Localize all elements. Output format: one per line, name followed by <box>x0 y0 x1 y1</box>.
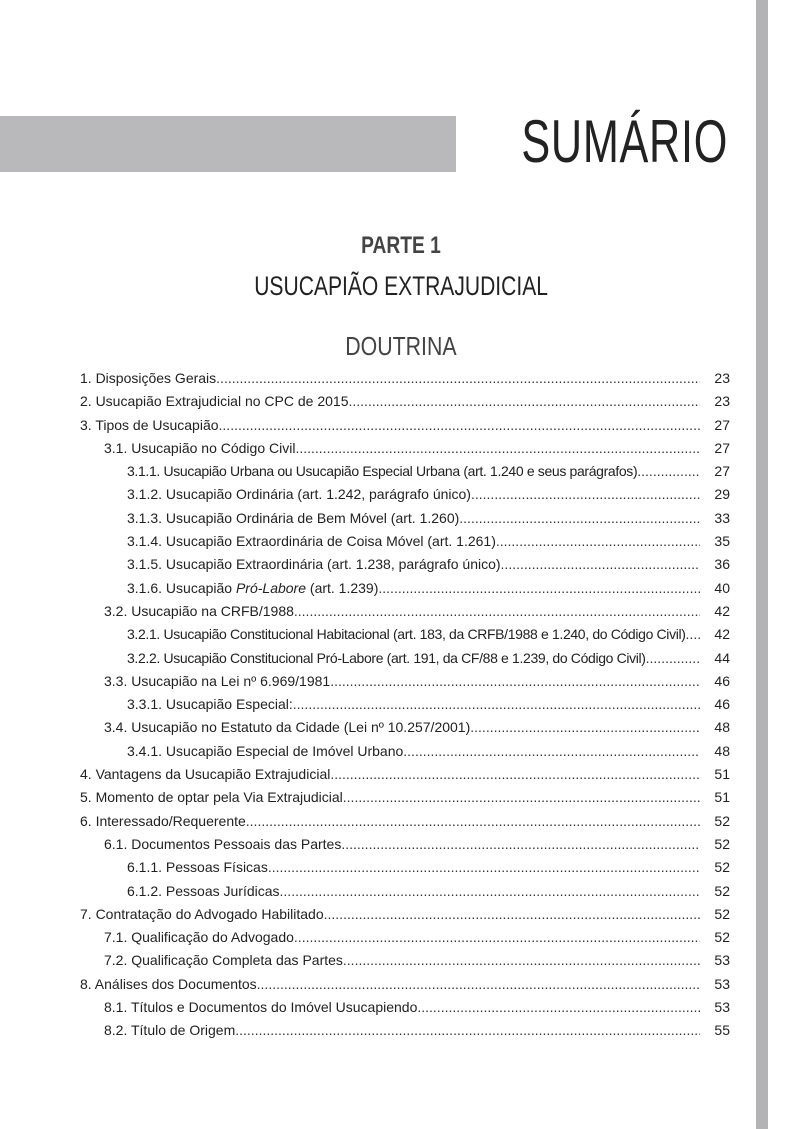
toc-entry[interactable] <box>80 857 730 880</box>
toc-entry-page: 42 <box>714 602 730 619</box>
toc-entry-page: 52 <box>714 882 730 899</box>
toc-entry-label: 3.1.5. Usucapião Extraordinária (art. 1.238, parágrafo único) <box>127 556 501 573</box>
dot-leader <box>330 764 700 784</box>
toc-entry[interactable] <box>80 601 730 624</box>
toc-entry-page: 52 <box>714 929 730 946</box>
toc-entry-label: 3.1.4. Usucapião Extraordinária de Coisa Móvel (art. 1.261) <box>127 533 496 550</box>
toc-entry[interactable] <box>80 578 730 601</box>
toc-entry[interactable] <box>80 671 730 694</box>
dot-leader <box>330 671 700 691</box>
toc-entry[interactable] <box>80 927 730 950</box>
toc-entry-label: 8.1. Títulos e Documentos do Imóvel Usucapiendo <box>104 999 418 1016</box>
dot-leader <box>378 578 700 598</box>
toc-entry-label: 3.4.1. Usucapião Especial de Imóvel Urbano <box>127 742 404 759</box>
dot-leader <box>686 624 700 644</box>
toc-entry-label: 2. Usucapião Extrajudicial no CPC de 2015 <box>80 393 349 410</box>
toc-entry[interactable] <box>80 950 730 973</box>
toc-entry-label: 3.1.2. Usucapião Ordinária (art. 1.242, parágrafo único) <box>127 486 471 503</box>
dot-leader <box>235 1020 700 1040</box>
dot-leader <box>637 461 700 481</box>
toc-entry[interactable] <box>80 531 730 554</box>
dot-leader <box>470 717 700 737</box>
toc-entry-page: 48 <box>714 719 730 736</box>
dot-leader <box>280 881 700 901</box>
toc-entry-label: 5. Momento de optar pela Via Extrajudicial <box>80 789 343 806</box>
dot-leader <box>343 950 700 970</box>
toc-entry-page: 33 <box>714 509 730 526</box>
toc-entry-page: 40 <box>714 579 730 596</box>
dot-leader <box>343 787 700 807</box>
toc-entry-page: 52 <box>714 905 730 922</box>
toc-entry[interactable] <box>80 438 730 461</box>
table-of-contents <box>80 368 730 1044</box>
dot-leader <box>646 648 700 668</box>
toc-entry-label: 3.1.3. Usucapião Ordinária de Bem Móvel (art. 1.260) <box>127 509 460 526</box>
toc-entry-page: 27 <box>714 416 730 433</box>
dot-leader <box>293 694 700 714</box>
dot-leader <box>349 391 701 411</box>
toc-entry[interactable] <box>80 1020 730 1043</box>
dot-leader <box>216 368 700 388</box>
toc-entry[interactable] <box>80 974 730 997</box>
part-label: PARTE 1 <box>361 232 441 259</box>
toc-entry-page: 42 <box>714 626 730 643</box>
toc-entry[interactable] <box>80 694 730 717</box>
dot-leader <box>268 857 700 877</box>
toc-entry[interactable] <box>80 881 730 904</box>
dot-leader <box>417 997 700 1017</box>
toc-entry-page: 53 <box>714 975 730 992</box>
dot-leader <box>257 974 700 994</box>
toc-entry[interactable] <box>80 368 730 391</box>
toc-entry[interactable] <box>80 997 730 1020</box>
section-title: DOUTRINA <box>345 331 457 361</box>
title-band <box>0 116 456 172</box>
toc-entry-page: 53 <box>714 952 730 969</box>
toc-entry-page: 48 <box>714 742 730 759</box>
toc-entry-label: 1. Disposições Gerais <box>80 370 217 386</box>
toc-entry-label: 8.2. Título de Origem <box>104 1022 236 1039</box>
toc-entry-label: 3.2.1. Usucapião Constitucional Habitacional (art. 183, da CRFB/1988 e 1.240, do Código Civil) <box>127 626 686 643</box>
toc-entry-label: 6.1. Documentos Pessoais das Partes <box>104 835 342 852</box>
dot-leader <box>324 904 700 924</box>
dot-leader <box>459 508 700 528</box>
toc-entry-page: 23 <box>714 370 730 386</box>
toc-entry[interactable] <box>80 624 730 647</box>
toc-entry-label: 3.1.6. Usucapião Pró-Labore (art. 1.239) <box>127 579 379 596</box>
toc-entry[interactable] <box>80 764 730 787</box>
toc-entry-page: 23 <box>714 393 730 410</box>
toc-entry[interactable] <box>80 415 730 438</box>
toc-entry[interactable] <box>80 834 730 857</box>
toc-entry-page: 52 <box>714 835 730 852</box>
toc-entry-label: 7.1. Qualificação do Advogado <box>104 929 294 946</box>
toc-entry-label: 4. Vantagens da Usucapião Extrajudicial <box>80 766 331 783</box>
toc-entry-page: 29 <box>714 486 730 503</box>
toc-entry-page: 36 <box>714 556 730 573</box>
toc-entry[interactable] <box>80 391 730 414</box>
toc-entry-label: 6.1.2. Pessoas Jurídicas <box>127 882 280 899</box>
toc-entry[interactable] <box>80 648 730 671</box>
toc-entry-label: 3.2.2. Usucapião Constitucional Pró-Labore (art. 191, da CF/88 e 1.239, do Código Civil) <box>127 649 646 666</box>
toc-entry-label: 8. Análises dos Documentos <box>80 975 257 992</box>
dot-leader <box>294 927 700 947</box>
toc-entry-label: 3.3. Usucapião na Lei nº 6.969/1981 <box>104 672 331 689</box>
dot-leader <box>403 741 700 761</box>
dot-leader <box>295 438 700 458</box>
toc-entry-page: 27 <box>714 463 730 480</box>
toc-entry[interactable] <box>80 461 730 484</box>
toc-entry-page: 52 <box>714 812 730 829</box>
toc-entry-label: 6.1.1. Pessoas Físicas <box>127 859 268 876</box>
toc-entry[interactable] <box>80 741 730 764</box>
dot-leader <box>246 811 700 831</box>
toc-entry-page: 51 <box>714 789 730 806</box>
toc-entry-label: 7. Contratação do Advogado Habilitado <box>80 905 324 922</box>
toc-entry-label: 3.4. Usucapião no Estatuto da Cidade (Lei nº 10.257/2001) <box>104 719 471 736</box>
dot-leader <box>341 834 700 854</box>
toc-entry[interactable] <box>80 811 730 834</box>
dot-leader <box>294 601 700 621</box>
part-title: USUCAPIÃO EXTRAJUDICIAL <box>254 271 548 301</box>
toc-entry-label: 3. Tipos de Usucapião <box>80 416 219 433</box>
toc-entry-label: 6. Interessado/Requerente <box>80 812 246 829</box>
toc-entry-page: 44 <box>714 649 730 666</box>
toc-entry-page: 46 <box>714 672 730 689</box>
toc-entry[interactable] <box>80 717 730 740</box>
toc-entry-label: 3.1.1. Usucapião Urbana ou Usucapião Especial Urbana (art. 1.240 e seus parágrafos) <box>127 463 638 480</box>
toc-entry-page: 55 <box>714 1022 730 1039</box>
toc-entry-label: 7.2. Qualificação Completa das Partes <box>104 952 343 969</box>
dot-leader <box>471 484 700 504</box>
toc-entry[interactable] <box>80 508 730 531</box>
page-title: SUMÁRIO <box>521 108 728 175</box>
dot-leader <box>219 415 700 435</box>
dot-leader <box>496 531 700 551</box>
toc-entry-page: 46 <box>714 696 730 713</box>
toc-entry-label: 3.2. Usucapião na CRFB/1988 <box>104 602 294 619</box>
toc-entry-page: 35 <box>714 533 730 550</box>
toc-entry[interactable] <box>80 554 730 577</box>
toc-entry-label: 3.1. Usucapião no Código Civil <box>104 439 296 456</box>
toc-entry-page: 51 <box>714 766 730 783</box>
toc-entry-page: 27 <box>714 439 730 456</box>
toc-entry-label: 3.3.1. Usucapião Especial: <box>127 696 293 713</box>
page-edge-bar <box>756 0 768 1129</box>
dot-leader <box>501 554 700 574</box>
toc-entry[interactable] <box>80 904 730 927</box>
toc-entry-page: 52 <box>714 859 730 876</box>
toc-entry-page: 53 <box>714 999 730 1016</box>
toc-entry[interactable] <box>80 484 730 507</box>
toc-entry[interactable] <box>80 787 730 810</box>
